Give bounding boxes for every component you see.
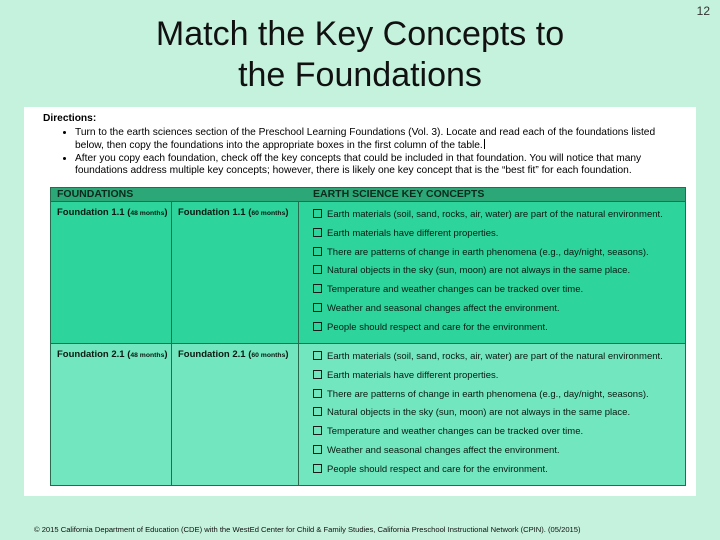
copyright-footer: © 2015 California Department of Education (CDE) with the WestEd Center for Child & Family Studies, California Preschool Instructional Network (CPIN). (05/2015) <box>34 525 581 534</box>
foundation-input-cell[interactable] <box>51 202 172 343</box>
checkbox[interactable] <box>313 265 322 274</box>
foundation-label: Foundation 1.1 (48 months) <box>57 207 168 218</box>
checkbox[interactable] <box>313 445 322 454</box>
header-foundations: FOUNDATIONS <box>57 188 134 200</box>
foundation-label: Foundation 2.1 (60 months) <box>178 349 289 360</box>
key-concept-item[interactable]: People should respect and care for the environment. <box>313 319 663 338</box>
key-concepts-cell <box>299 344 685 485</box>
slide-title <box>90 14 630 96</box>
key-concept-item[interactable]: There are patterns of change in earth phenomena (e.g., day/night, seasons). <box>313 244 663 263</box>
directions-bullet-text: Turn to the earth sciences section of the Preschool Learning Foundations (Vol. 3). Locate and read each of the foundations listed below, then copy the foundations into the appropriate boxes in the first column of the table. <box>75 126 656 151</box>
checkbox[interactable] <box>313 303 322 312</box>
key-concept-item[interactable]: Earth materials (soil, sand, rocks, air, water) are part of the natural environment. <box>313 348 663 367</box>
key-concept-item[interactable]: Natural objects in the sky (sun, moon) are not always in the same place. <box>313 262 663 281</box>
checkbox[interactable] <box>313 284 322 293</box>
title-line-2: the Foundations <box>238 56 482 94</box>
table-header <box>51 188 685 202</box>
worksheet-panel <box>24 107 696 496</box>
key-concept-item[interactable]: Earth materials have different properties. <box>313 225 663 244</box>
directions-bullet <box>75 127 683 153</box>
directions-heading: Directions: <box>43 113 97 124</box>
foundation-input-cell[interactable] <box>51 344 172 485</box>
key-concept-item[interactable]: Temperature and weather changes can be tracked over time. <box>313 423 663 442</box>
foundations-table <box>50 187 686 486</box>
table-row <box>51 202 685 344</box>
key-concept-item[interactable]: Natural objects in the sky (sun, moon) are not always in the same place. <box>313 404 663 423</box>
key-concept-item[interactable]: Earth materials have different properties. <box>313 367 663 386</box>
checkbox[interactable] <box>313 209 322 218</box>
page-number: 12 <box>696 4 710 18</box>
key-concept-item[interactable]: There are patterns of change in earth phenomena (e.g., day/night, seasons). <box>313 386 663 405</box>
key-concept-item[interactable]: Weather and seasonal changes affect the environment. <box>313 300 663 319</box>
key-concept-item[interactable]: Temperature and weather changes can be tracked over time. <box>313 281 663 300</box>
directions-list <box>43 127 683 178</box>
key-concept-item[interactable]: Weather and seasonal changes affect the environment. <box>313 442 663 461</box>
key-concepts-list <box>313 206 663 338</box>
checkbox[interactable] <box>313 389 322 398</box>
checkbox[interactable] <box>313 351 322 360</box>
foundation-label: Foundation 2.1 (48 months) <box>57 349 168 360</box>
checkbox[interactable] <box>313 322 322 331</box>
checkbox[interactable] <box>313 370 322 379</box>
foundation-input-cell[interactable] <box>172 344 299 485</box>
directions-block <box>43 113 683 178</box>
directions-bullet: • After you copy each foundation, check off the key concepts that could be included in that foundation. You will notice that many foundations address multiple key concepts; however, there is likely one key concept that is the “best fit” for each foundation. <box>75 153 683 178</box>
key-concepts-list <box>313 348 663 480</box>
checkbox[interactable] <box>313 407 322 416</box>
title-line-1: Match the Key Concepts to <box>155 15 565 53</box>
checkbox[interactable] <box>313 228 322 237</box>
checkbox[interactable] <box>313 464 322 473</box>
table-row <box>51 344 685 485</box>
checkbox[interactable] <box>313 247 322 256</box>
foundation-input-cell[interactable] <box>172 202 299 343</box>
checkbox[interactable] <box>313 426 322 435</box>
key-concept-item[interactable]: People should respect and care for the environment. <box>313 461 663 480</box>
key-concepts-cell <box>299 202 685 343</box>
key-concept-item[interactable]: Earth materials (soil, sand, rocks, air, water) are part of the natural environment. <box>313 206 663 225</box>
foundation-label: Foundation 1.1 (60 months) <box>178 207 289 218</box>
text-cursor <box>484 139 485 149</box>
header-key-concepts: EARTH SCIENCE KEY CONCEPTS <box>313 188 485 200</box>
